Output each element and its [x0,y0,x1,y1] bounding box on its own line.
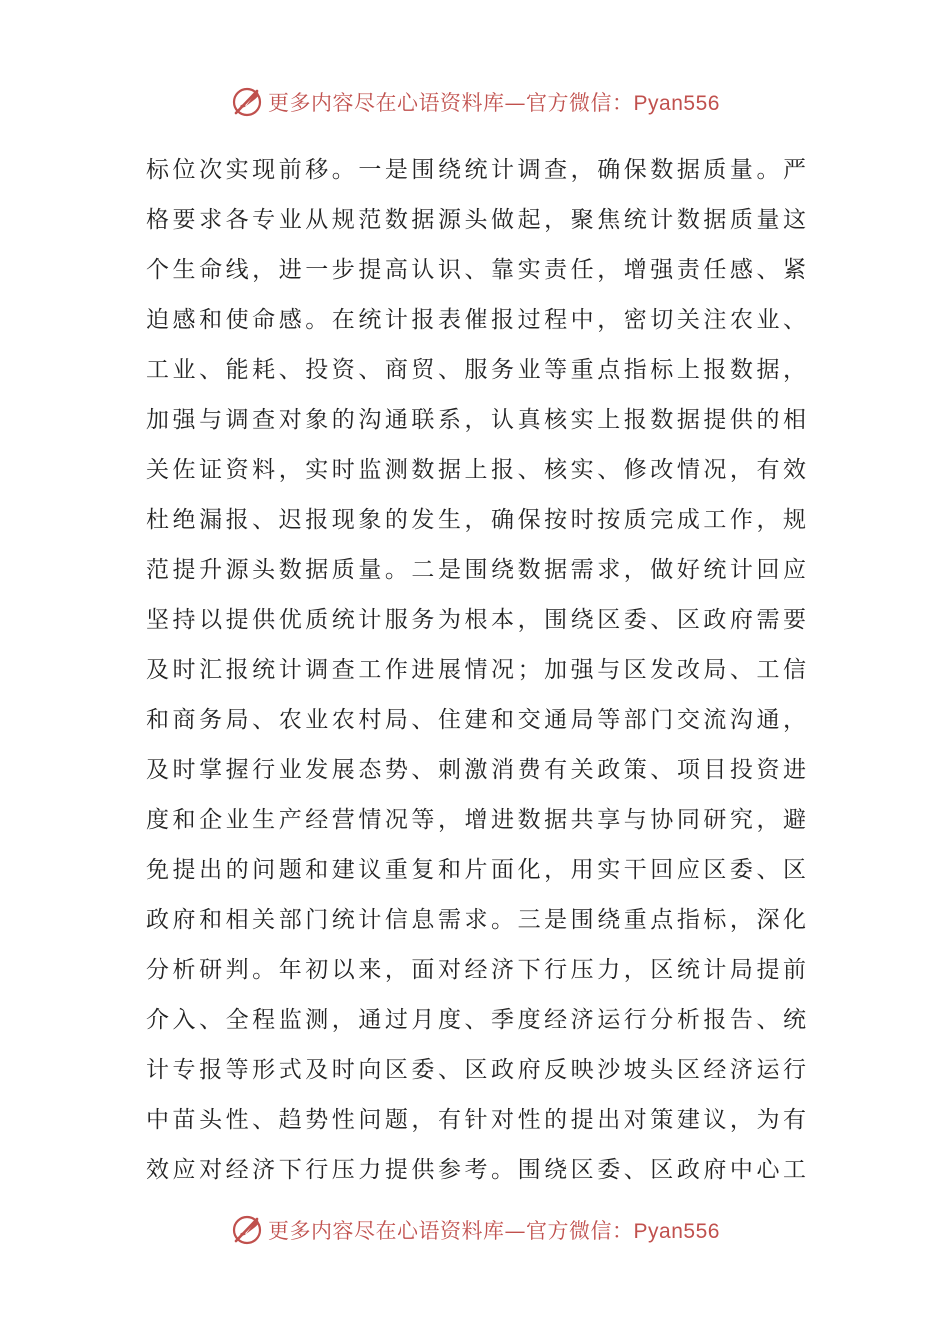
text-line: 分析研判。年初以来，面对经济下行压力，区统计局提前 [146,957,806,983]
text-line: 个生命线，进一步提高认识、靠实责任，增强责任感、紧 [146,257,806,283]
text-line: 效应对经济下行压力提供参考。围绕区委、区政府中心工 [146,1157,806,1183]
footer-promo-text [268,1215,720,1245]
header-promo-label: 更多内容尽在心语资料库—官方微信： [268,91,634,115]
text-line: 和商务局、农业农村局、住建和交通局等部门交流沟通， [146,707,806,733]
header-wechat-id: Pyan556 [633,92,720,115]
text-line: 及时汇报统计调查工作进展情况；加强与区发改局、工信 [146,657,806,683]
footer-promo-label: 更多内容尽在心语资料库—官方微信： [268,1219,634,1243]
text-line: 标位次实现前移。一是围绕统计调查，确保数据质量。严 [146,157,806,183]
text-line: 范提升源头数据质量。二是围绕数据需求，做好统计回应 [146,557,806,583]
header-promo-banner [0,82,950,122]
text-line: 介入、全程监测，通过月度、季度经济运行分析报告、统 [146,1007,806,1033]
text-line: 加强与调查对象的沟通联系，认真核实上报数据提供的相 [146,407,806,433]
text-line: 杜绝漏报、迟报现象的发生，确保按时按质完成工作，规 [146,507,806,533]
text-line: 度和企业生产经营情况等，增进数据共享与协同研究，避 [146,807,806,833]
header-promo-text [268,87,720,117]
text-line: 迫感和使命感。在统计报表催报过程中，密切关注农业、 [146,307,806,333]
text-line: 免提出的问题和建议重复和片面化，用实干回应区委、区 [146,857,806,883]
text-line: 计专报等形式及时向区委、区政府反映沙坡头区经济运行 [146,1057,806,1083]
text-line: 中苗头性、趋势性问题，有针对性的提出对策建议，为有 [146,1107,806,1133]
text-line: 坚持以提供优质统计服务为根本，围绕区委、区政府需要 [146,607,806,633]
footer-wechat-id: Pyan556 [633,1220,720,1243]
document-body [146,145,806,1195]
footer-promo-banner [0,1210,950,1250]
text-line: 格要求各专业从规范数据源头做起，聚焦统计数据质量这 [146,207,806,233]
text-line: 关佐证资料，实时监测数据上报、核实、修改情况，有效 [146,457,806,483]
text-line: 及时掌握行业发展态势、刺激消费有关政策、项目投资进 [146,757,806,783]
text-line: 政府和相关部门统计信息需求。三是围绕重点指标，深化 [146,907,806,933]
quill-pen-logo-icon [230,1213,264,1247]
text-line: 工业、能耗、投资、商贸、服务业等重点指标上报数据， [146,357,806,383]
quill-pen-logo-icon [230,85,264,119]
